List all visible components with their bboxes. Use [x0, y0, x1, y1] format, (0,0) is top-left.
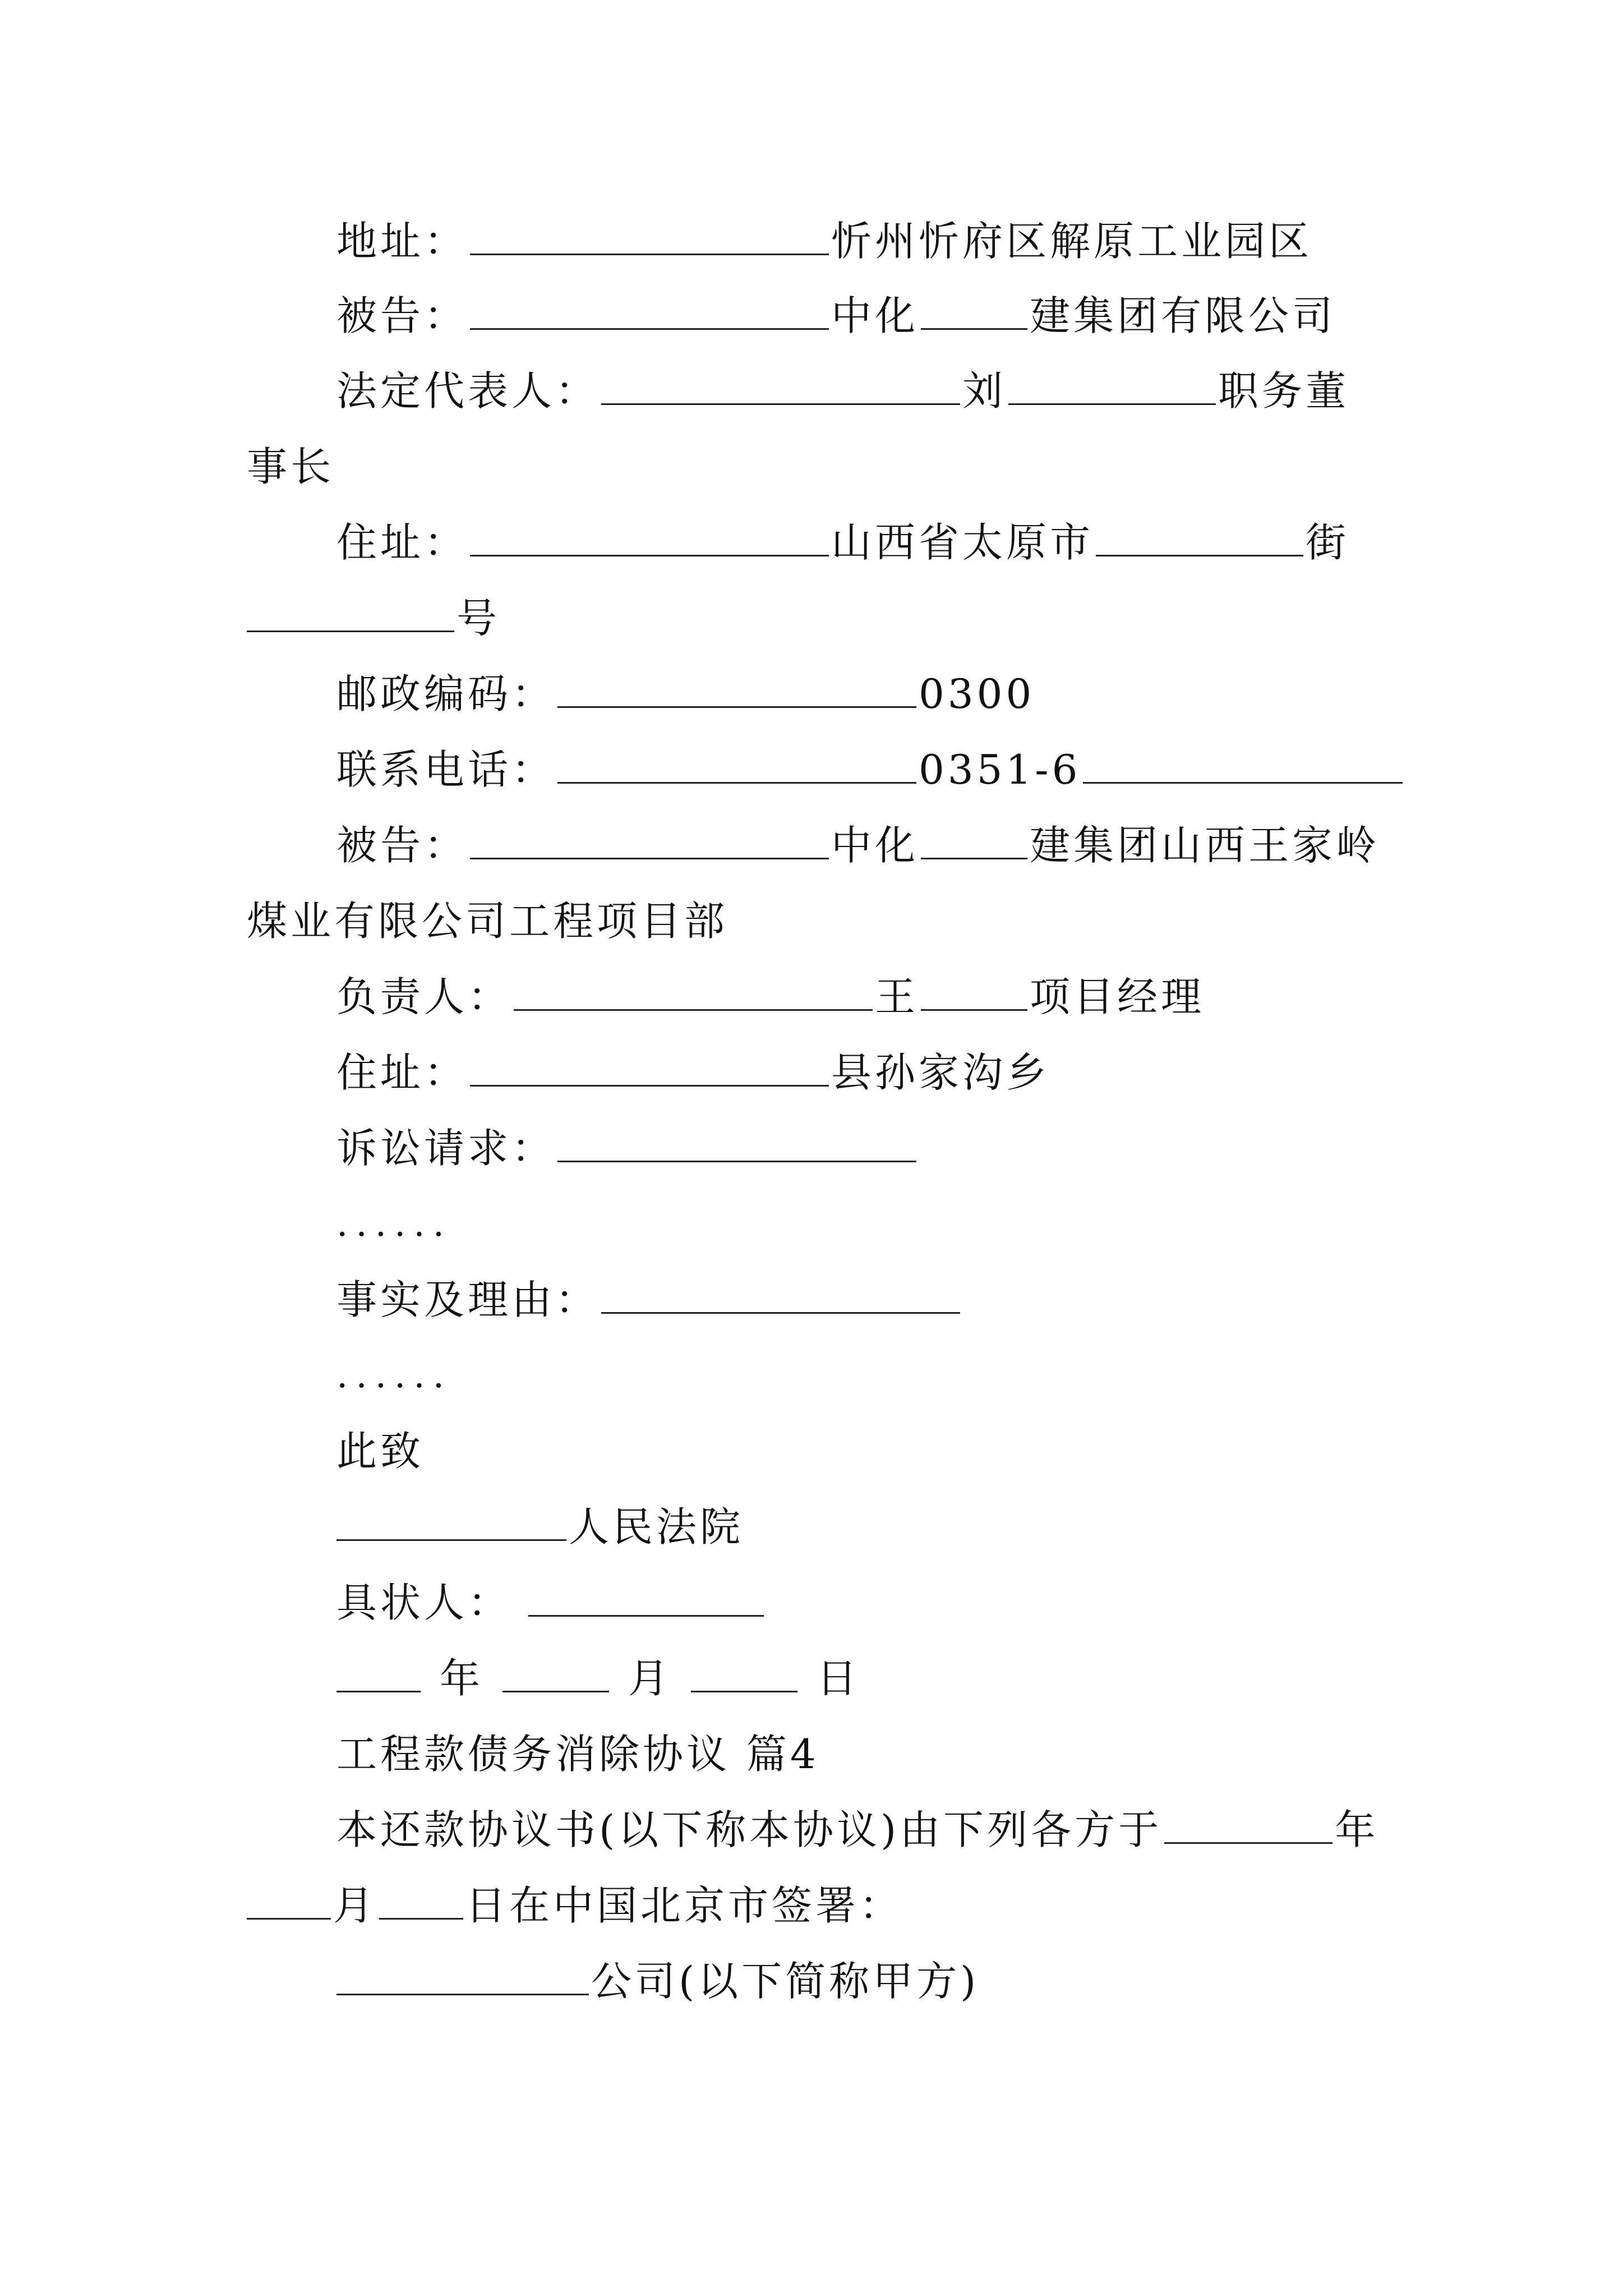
defendant-address-line [336, 514, 1349, 570]
blank-underline [336, 1503, 566, 1541]
blank-underline [691, 1655, 797, 1692]
defendant-line [336, 288, 1336, 344]
blank-underline [601, 367, 960, 405]
project-address-line [336, 1045, 1050, 1101]
blank-underline [502, 1655, 609, 1692]
field-label: 事实及理由： [336, 1276, 600, 1323]
blank-underline [247, 595, 454, 632]
field-value: 0300 [919, 670, 1035, 717]
second-defendant-line-cont: 煤业有限公司工程项目部 [247, 898, 728, 945]
facts-reasons-line [336, 1272, 962, 1328]
field-label: 住址： [336, 1049, 468, 1096]
phone-line [336, 742, 1405, 798]
legal-representative-line [336, 363, 1349, 419]
court-line [336, 1499, 744, 1555]
blank-underline [557, 746, 916, 784]
blank-underline [1164, 1806, 1332, 1844]
blank-underline [470, 822, 829, 859]
blank-underline [470, 1049, 829, 1087]
field-value: 项目经理 [1030, 973, 1205, 1020]
paragraph-text: 本还款协议书(以下称本协议)由下列各方于 [336, 1806, 1163, 1853]
blank-underline [379, 1882, 463, 1920]
blank-underline [470, 218, 829, 255]
blank-underline [1008, 367, 1216, 405]
blank-underline [514, 973, 873, 1011]
blank-underline [921, 973, 1027, 1011]
claims-line [336, 1120, 919, 1176]
ellipsis: ...... [336, 1355, 453, 1396]
field-value: 王 [875, 973, 919, 1020]
blank-underline [1096, 519, 1303, 556]
field-value: 山西省太原市 [831, 519, 1094, 566]
field-value: 建集团山西王家岭 [1030, 822, 1380, 869]
field-value: 忻州忻府区解原工业园区 [831, 218, 1313, 265]
legal-representative-line-cont: 事长 [247, 443, 335, 490]
year-label: 年 [1335, 1806, 1379, 1853]
blank-underline [557, 1125, 916, 1162]
field-value: 建集团有限公司 [1030, 292, 1336, 339]
field-label: 联系电话： [336, 746, 556, 793]
responsible-person-line [336, 969, 1205, 1025]
section-heading: 工程款债务消除协议 篇4 [336, 1731, 819, 1778]
second-defendant-line [336, 817, 1380, 873]
blank-underline [470, 292, 829, 330]
blank-underline [601, 1276, 960, 1314]
field-label: 邮政编码： [336, 670, 556, 717]
field-label: 被告： [336, 822, 468, 869]
agreement-intro-line [336, 1802, 1378, 1858]
field-label: 诉讼请求： [336, 1125, 556, 1172]
field-value: 刘 [962, 367, 1007, 415]
blank-underline [470, 519, 829, 556]
blank-underline [921, 822, 1027, 859]
field-value: 0351-6 [919, 746, 1081, 793]
blank-underline [557, 670, 916, 708]
party-a-line [336, 1953, 979, 2009]
field-value: 公司(以下简称甲方) [591, 1958, 980, 2005]
blank-underline [247, 1882, 331, 1920]
field-value: 人民法院 [569, 1503, 744, 1550]
paragraph-text: 日在中国北京市签署： [465, 1882, 903, 1929]
field-value: 中化 [831, 292, 919, 339]
ellipsis: ...... [336, 1203, 453, 1245]
plaintiff-signature-line [336, 1575, 766, 1631]
blank-underline [921, 292, 1027, 330]
field-value: 县孙家沟乡 [831, 1049, 1050, 1096]
field-value: 职务董 [1218, 367, 1350, 415]
blank-underline [336, 1655, 421, 1692]
field-value: 中化 [831, 822, 919, 869]
blank-underline [528, 1579, 764, 1617]
salutation: 此致 [336, 1428, 425, 1475]
field-label: 地址： [336, 218, 468, 265]
year-label: 年 [440, 1655, 484, 1702]
field-label: 具状人： [336, 1579, 512, 1626]
date-line [336, 1650, 877, 1706]
agreement-intro-line-cont [247, 1878, 903, 1934]
defendant-address-line-cont [247, 590, 500, 646]
plaintiff-address-line [336, 213, 1312, 269]
blank-underline [336, 1958, 589, 1995]
postal-code-line [336, 666, 1035, 722]
month-label: 月 [628, 1655, 672, 1702]
blank-underline [1083, 746, 1403, 784]
field-label: 被告： [336, 292, 468, 339]
field-label: 负责人： [336, 973, 512, 1020]
month-label: 月 [333, 1882, 377, 1929]
field-label: 法定代表人： [336, 367, 600, 415]
day-label: 日 [817, 1655, 861, 1702]
field-value: 号 [457, 595, 501, 642]
field-value: 街 [1306, 519, 1350, 566]
field-label: 住址： [336, 519, 468, 566]
